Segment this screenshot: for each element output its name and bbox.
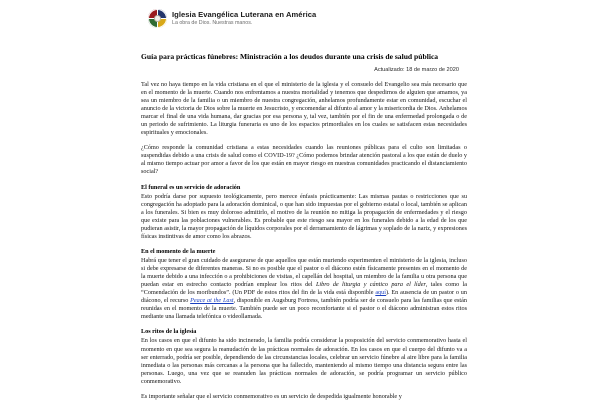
- organization-tagline: La obra de Dios. Nuestras manos.: [172, 20, 253, 26]
- elca-shield-cross-icon: [148, 9, 167, 28]
- section-paragraph: Esto podría darse por supuesto teológicamente, pero merece énfasis prácticamente: Las mismas pautas o restricciones que su congregación ha adoptado para la adoración dominical, o que han sido impuestas por el gobierno estatal o local, también se aplican a los funerales. Si bien es muy doloroso admitirlo, el motivo de la reunión no mitiga la propagación de enfermedades y el riesgo que existe para las poblaciones vulnerables. Es probable que este riesgo sea mayor en los funerales debido a la edad de los que pudieran asistir, la mayor propagación de líquidos corporales por el derramamiento de lágrimas y soplado de la nariz, y expresiones físicas instintivas de amor como los abrazos.: [141, 192, 467, 240]
- link-peace-at-the-last[interactable]: Peace at the Last: [190, 297, 234, 305]
- section-heading: En el momento de la muerte: [141, 247, 216, 255]
- document-updated-date: Actualizado: 18 de marzo de 2020: [374, 67, 459, 73]
- book-title-italic: Libro de liturgia y cántico para el líder: [315, 281, 426, 289]
- masthead: [148, 9, 467, 33]
- section-funeral-worship: [141, 184, 467, 241]
- document-body: [141, 81, 467, 401]
- section-paragraph: [141, 257, 467, 321]
- section-rites-of-church: [141, 328, 467, 385]
- text-run: Habrá que tener el gran cuidado de asegurarse de que aquellos que están muriendo experimenten el ministerio de la iglesia, incluso si debe expresarse de diferentes maneras. Si no es posible que el pastor o el diácono estén físicamente presentes en el momento de la muerte debido a una infección o a prohibiciones de visitas, el capellán del hospital, un miembro de la familia u otra persona que puedan estar en estrecho contacto podrían emplear los ritos del: [141, 256, 467, 289]
- text-run: , disponible en Augsburg Fortress, también podría ser de consuelo para las familias que están reunidas en el momento de la muerte. También puede ser un poco reconfortante si el pastor o el diácono administran estos ritos mediante una llamada telefónica o videollamada.: [141, 297, 467, 321]
- section-heading: El funeral es un servicio de adoración: [141, 183, 241, 191]
- text-run: ). En ausencia de un pastor o un diácono, el recurso: [141, 289, 467, 305]
- question-paragraph: ¿Cómo responde la comunidad cristiana a estas necesidades cuando las reuniones públicas para el culto son limitadas o suspendidas debido a una crisis de salud como el COVID-19? ¿Cómo podemos brindar atención pastoral a los que están de duelo y al mismo tiempo actuar por amor a favor de los que están en mayor riesgo en nuestras comunidades practicando el distanciamiento social?: [141, 144, 467, 176]
- page-title: Guía para prácticas fúnebres: Ministración a los deudos durante una crisis de salud pública: [141, 52, 439, 61]
- text-run: , tales como la “Comendación de los moribundos”. (Un PDF de estos ritos del fin de la vida está disponible: [141, 281, 467, 297]
- closing-paragraph: Es importante señalar que el servicio conmemorativo es un servicio de despedida igualmente honorable y: [141, 392, 402, 400]
- section-heading: Los ritos de la iglesia: [141, 328, 197, 336]
- intro-paragraph: Tal vez no haya tiempo en la vida cristiana en el que el ministerio de la iglesia y el consuelo del Evangelio sea más necesario que en el momento de la muerte. Cuando nos enfrentamos a nuestra mortalidad y tenemos que despedirnos de alguien que amamos, ya sea un miembro de la familia o un miembro de nuestra congregación, anhelamos profundamente estar en comunidad, escuchar el anuncio de la victoria de Dios sobre la muerte en Jesucristo, y encomendar al difunto al amor y la misericordia de Dios. Anhelamos marcar el final de una vida humana, dar gracias por esa persona y, tal vez, también por el fin de una enfermedad prolongada o de un periodo de sufrimiento. La liturgia funeraria es uno de los espacios primordiales en los cuales se satisfacen estas necesidades espirituales y emocionales.: [141, 81, 467, 137]
- section-moment-of-death: [141, 248, 467, 321]
- section-paragraph: En los casos en que el difunto ha sido incinerado, la familia podría considerar la posposición del servicio conmemorativo hasta el momento en que sea segura la reanudación de las prácticas normales de adoración. En los casos en que el cuerpo del difunto va a ser enterrado, podría ser posible, dependiendo de las circunstancias locales, celebrar un servicio fúnebre al aire libre para la familia inmediata o las personas más cercanas a la persona que ha fallecido, manteniendo al mismo tiempo una distancia segura entre las personas. Luego, una vez que se reanuden las prácticas normales de adoración, se podría programar un servicio público conmemorativo.: [141, 337, 467, 385]
- organization-name: Iglesia Evangélica Luterana en América: [172, 10, 317, 19]
- brand-text: [172, 9, 316, 27]
- link-aqui[interactable]: aquí: [375, 289, 386, 297]
